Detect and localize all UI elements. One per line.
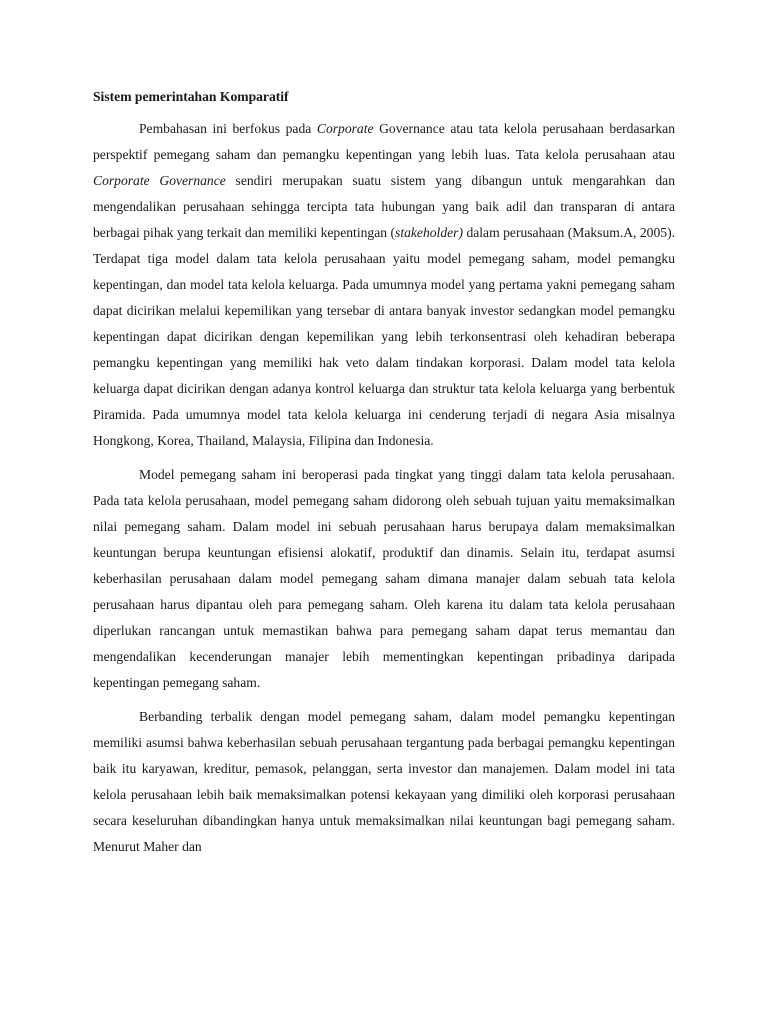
paragraph-2-seg-0: Model pemegang saham ini beroperasi pada tingkat yang tinggi dalam tata kelola perusahaan. Pada tata kelola perusahaan, model pemegang saham didorong oleh sebuah tujuan yaitu memaksimalkan nilai pemegang saham. Dalam model ini sebuah perusahaan harus berupaya dalam memaksimalkan keuntungan berupa keuntungan efisiensi alokatif, produktif dan dinamis. Selain itu, terdapat asumsi keberhasilan perusahaan dalam model pemegang saham dimana manajer dalam sebuah tata kelola perusahaan harus dipantau oleh para pemegang saham. Oleh karena itu dalam tata kelola perusahaan diperlukan rancangan untuk memastikan bahwa para pemegang saham dapat terus memantau dan mengendalikan kecenderungan manajer lebih mementingkan kepentingan pribadinya daripada kepentingan pemegang saham. xyxy=(93,467,675,690)
paragraph-1 xyxy=(93,116,675,454)
paragraph-2 xyxy=(93,462,675,696)
paragraph-1-seg-2: Governance atau tata kelola perusahaan berdasarkan perspektif pemegang saham dan pemangku kepentingan yang lebih luas. Tata kelola perusahaan atau xyxy=(93,121,675,162)
paragraph-1-seg-4: sendiri merupakan suatu sistem yang dibangun untuk mengarahkan dan mengendalikan perusahaan sehingga tercipta tata hubungan yang baik adil dan transparan di antara berbagai pihak yang terkait dan memiliki kepentingan ( xyxy=(93,173,675,240)
paragraph-3-seg-0: Berbanding terbalik dengan model pemegang saham, dalam model pemangku kepentingan memiliki asumsi bahwa keberhasilan sebuah perusahaan tergantung pada berbagai pemangku kepentingan baik itu karyawan, kreditur, pemasok, pelanggan, serta investor dan manajemen. Dalam model ini tata kelola perusahaan lebih baik memaksimalkan potensi kekayaan yang dimiliki oleh korporasi perusahaan secara keseluruhan dibandingkan hanya untuk memaksimalkan nilai keuntungan bagi pemegang saham. Menurut Maher dan xyxy=(93,709,675,854)
paragraph-1-seg-5: stakeholder) xyxy=(395,225,463,240)
paragraph-1-seg-6: dalam perusahaan (Maksum.A, 2005). Terdapat tiga model dalam tata kelola perusahaan yaitu model pemegang saham, model pemangku kepentingan, dan model tata kelola keluarga. Pada umumnya model yang pertama yakni pemegang saham dapat dicirikan melalui kepemilikan yang tersebar di antara banyak investor sedangkan model pemangku kepentingan dapat dicirikan dengan kepemilikan yang lebih terkonsentrasi oleh kehadiran beberapa pemangku kepentingan yang memiliki hak veto dalam tindakan korporasi. Dalam model tata kelola keluarga dapat dicirikan dengan adanya kontrol keluarga dan struktur tata kelola keluarga yang berbentuk Piramida. Pada umumnya model tata kelola keluarga ini cenderung terjadi di negara Asia misalnya Hongkong, Korea, Thailand, Malaysia, Filipina dan Indonesia. xyxy=(93,225,676,448)
paragraph-1-seg-3: Corporate Governance xyxy=(93,173,226,188)
paragraph-1-seg-1: Corporate xyxy=(316,121,374,136)
paragraph-1-seg-0: Pembahasan ini berfokus pada xyxy=(139,121,317,136)
document-body xyxy=(93,86,675,860)
document-title: Sistem pemerintahan Komparatif xyxy=(93,89,289,104)
paragraph-3 xyxy=(93,704,675,860)
